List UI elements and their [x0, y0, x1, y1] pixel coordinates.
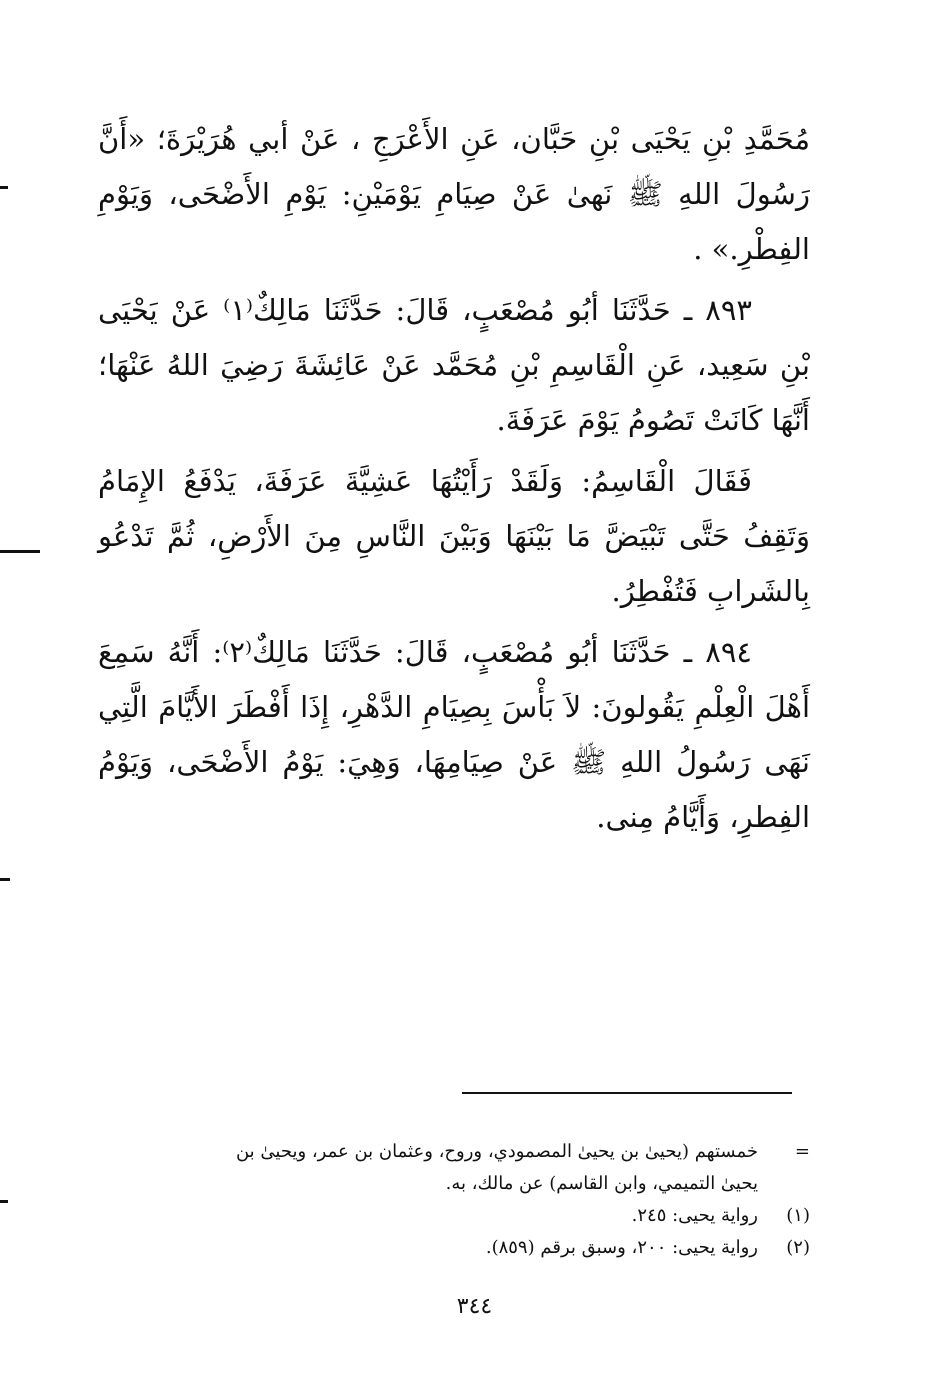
main-text [98, 112, 810, 845]
continuation-line-2: يحيىٰ التميمي، وابن القاسم) عن مالك، به. [445, 1173, 758, 1194]
hadith-894: ٨٩٤ ـ حَدَّثَنَا أبُو مُصْعَبٍ، قَالَ: حَدَّثَنَا مَالِكٌ⁽٢⁾: أَنَّهُ سَمِعَ أَهْلَ الْعِلْمِ يَقُولونَ: لاَ بَأْسَ بِصِيَامِ الدَّهْرِ، إِذَا أَفْطَرَ الأَيَّامَ الَّتِي نَهَى رَسُولُ اللهِ ﷺ عَنْ صِيَامِهَا، وَهِيَ: يَوْمُ الأَضْحَى، وَيَوْمُ الفِطرِ، وَأَيَّامُ مِنى. [98, 635, 810, 834]
paragraph-continuation: مُحَمَّدِ بْنِ يَحْيَى بْنِ حَبَّان، عَنِ الأَعْرَجِ ، عَنْ أبي هُرَيْرَةَ؛ «أَنَّ رَسُولَ اللهِ ﷺ نَهىٰ عَنْ صِيَامِ يَوْمَيْنِ: يَوْمِ الأَضْحَى، وَيَوْمِ الفِطْرِ.» . [98, 122, 810, 266]
footnote-2-mark: (٢) [786, 1237, 810, 1258]
scan-edge-mark [0, 878, 10, 881]
footnote-continuation [98, 1136, 810, 1168]
footnote-continuation-2 [98, 1168, 810, 1200]
scan-edge-mark [0, 550, 40, 553]
footnote-2-text: رواية يحيى: ٢٠٠، وسبق برقم (٨٥٩). [485, 1237, 758, 1258]
footnote-1 [98, 1200, 810, 1232]
qasim-comment: فَقَالَ الْقَاسِمُ: وَلَقَدْ رَأَيْتُهَا عَشِيَّةَ عَرَفَةَ، يَدْفَعُ الإِمَامُ وَتَقِفُ حَتَّى تَبْيَضَّ مَا بَيْنَهَا وَبَيْنَ النَّاسِ مِنَ الأَرْضِ، ثُمَّ تَدْعُو بِالشَرابِ فَتُفْطِرُ. [98, 464, 810, 608]
continuation-line-1: خمستهم (يحيىٰ بن يحيىٰ المصمودي، وروح، وعثمان بن عمر، ويحيىٰ بن [235, 1141, 758, 1162]
scan-edge-mark [0, 186, 8, 189]
scan-edge-mark [0, 1200, 8, 1203]
continuation-mark: = [794, 1141, 810, 1162]
footnote-2 [98, 1232, 810, 1264]
footnote-1-mark: (١) [786, 1205, 810, 1226]
footnote-separator [462, 1092, 792, 1094]
footnotes [98, 1136, 810, 1264]
hadith-893: ٨٩٣ ـ حَدَّثَنَا أبُو مُصْعَبٍ، قَالَ: حَدَّثَنَا مَالِكٌ⁽١⁾ عَنْ يَحْيَى بْنِ سَعِيد، عَنِ الْقَاسِمِ بْنِ مُحَمَّد عَنْ عَائِشَةَ رَضِيَ اللهُ عَنْهَا؛ أَنَّهَا كَانَتْ تَصُومُ يَوْمَ عَرَفَةَ. [98, 293, 810, 437]
page-number: ٣٤٤ [456, 1294, 493, 1319]
footnote-1-text: رواية يحيى: ٢٤٥. [631, 1205, 758, 1226]
